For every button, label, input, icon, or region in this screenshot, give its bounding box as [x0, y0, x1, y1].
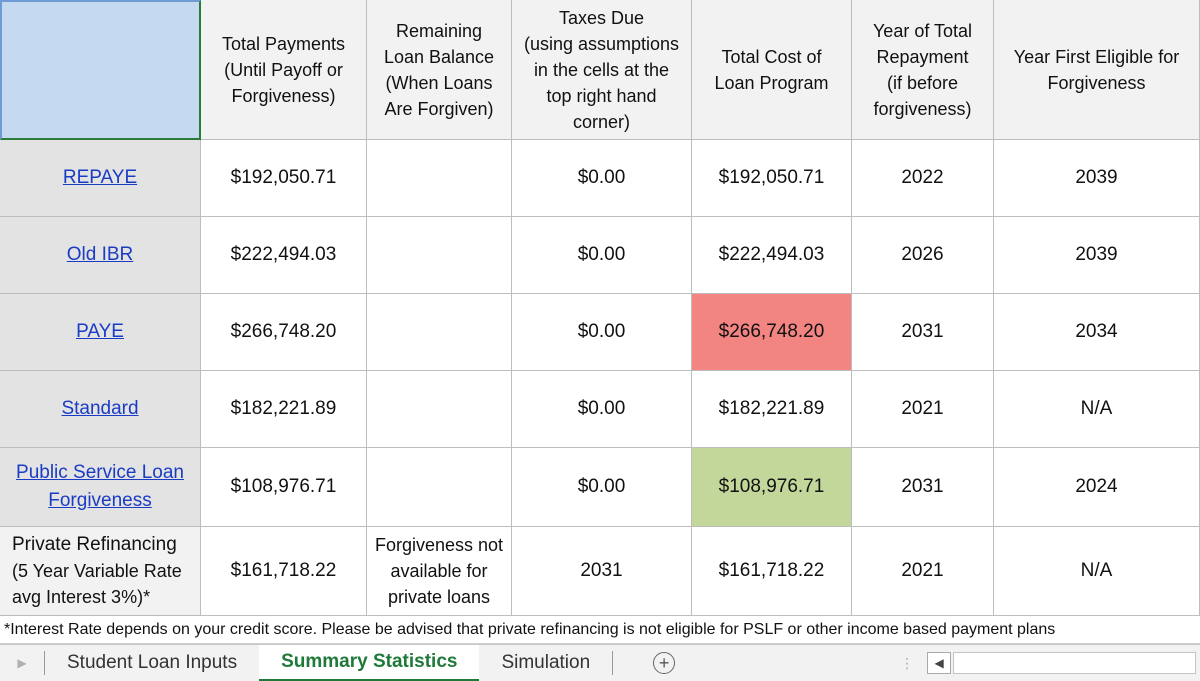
- remaining-note: private loans: [387, 587, 491, 607]
- header-line: in the cells at the: [533, 59, 670, 80]
- row-label-cell[interactable]: [0, 217, 201, 294]
- table-row: [0, 294, 1200, 371]
- year-eligible-cell[interactable]: N/A: [994, 527, 1200, 616]
- year-repayment-cell[interactable]: 2031: [852, 294, 994, 371]
- repaye-link[interactable]: REPAYE: [62, 167, 138, 188]
- pslf-link-line: Forgiveness: [48, 490, 152, 511]
- taxes-due-cell[interactable]: $0.00: [512, 140, 692, 217]
- header-taxes-due[interactable]: [512, 0, 692, 140]
- scroll-left-icon[interactable]: ◀: [927, 652, 951, 674]
- prev-sheet-arrow-icon[interactable]: ▶: [17, 656, 27, 670]
- row-label-cell[interactable]: [0, 371, 201, 448]
- total-cost-cell[interactable]: $182,221.89: [692, 371, 852, 448]
- header-line: Loan Program: [714, 72, 829, 93]
- header-row: [0, 0, 1200, 140]
- taxes-due-cell[interactable]: $0.00: [512, 217, 692, 294]
- taxes-due-cell[interactable]: $0.00: [512, 448, 692, 527]
- year-repayment-cell[interactable]: 2021: [852, 527, 994, 616]
- remaining-note: available for: [390, 561, 488, 581]
- year-eligible-cell[interactable]: 2024: [994, 448, 1200, 527]
- private-refi-label: (5 Year Variable Rate: [12, 561, 182, 581]
- remaining-balance-cell[interactable]: [367, 217, 512, 294]
- remaining-balance-cell[interactable]: [367, 294, 512, 371]
- taxes-due-cell[interactable]: $0.00: [512, 294, 692, 371]
- header-total-payments[interactable]: [201, 0, 367, 140]
- table-row: [0, 527, 1200, 616]
- footnote: *Interest Rate depends on your credit score. Please be advised that private refinancing is not eligible for PSLF or other income based payment plans: [0, 616, 1200, 644]
- remaining-balance-cell[interactable]: [367, 371, 512, 448]
- row-label-cell[interactable]: [0, 140, 201, 217]
- header-total-cost[interactable]: [692, 0, 852, 140]
- header-line: Forgiveness: [1047, 72, 1146, 93]
- total-payments-cell[interactable]: $192,050.71: [201, 140, 367, 217]
- table-row: [0, 217, 1200, 294]
- row-label-cell[interactable]: [0, 294, 201, 371]
- remaining-balance-cell[interactable]: [367, 448, 512, 527]
- total-cost-cell[interactable]: $192,050.71: [692, 140, 852, 217]
- header-line: Repayment: [876, 46, 969, 67]
- header-year-eligible[interactable]: [994, 0, 1200, 140]
- standard-link[interactable]: Standard: [61, 398, 139, 419]
- year-eligible-cell[interactable]: 2039: [994, 217, 1200, 294]
- paye-link[interactable]: PAYE: [76, 321, 124, 342]
- header-line: (if before: [886, 72, 959, 93]
- tab-simulation[interactable]: Simulation: [501, 652, 591, 673]
- header-line: (When Loans: [385, 72, 493, 93]
- header-remaining-balance[interactable]: [367, 0, 512, 140]
- header-line: Total Cost of: [721, 46, 822, 67]
- row-label-cell[interactable]: [0, 448, 201, 527]
- header-line: forgiveness): [873, 98, 972, 119]
- pslf-link[interactable]: [16, 459, 184, 515]
- header-line: Loan Balance: [383, 46, 495, 67]
- total-payments-cell[interactable]: $266,748.20: [201, 294, 367, 371]
- year-repayment-cell[interactable]: 2022: [852, 140, 994, 217]
- sheet-tab-bar: [0, 644, 1200, 681]
- add-sheet-icon[interactable]: +: [653, 652, 675, 674]
- total-payments-cell[interactable]: $222,494.03: [201, 217, 367, 294]
- year-eligible-cell[interactable]: 2034: [994, 294, 1200, 371]
- remaining-note: Forgiveness not: [374, 535, 504, 555]
- horizontal-scrollbar[interactable]: [953, 652, 1196, 674]
- year-repayment-cell[interactable]: 2021: [852, 371, 994, 448]
- year-repayment-cell[interactable]: 2031: [852, 448, 994, 527]
- header-line: Total Payments: [221, 33, 346, 54]
- table-row: [0, 448, 1200, 527]
- table-row: [0, 371, 1200, 448]
- total-cost-cell-lowest[interactable]: $108,976.71: [692, 448, 852, 527]
- year-eligible-cell[interactable]: 2039: [994, 140, 1200, 217]
- tab-summary-statistics[interactable]: Summary Statistics: [259, 645, 479, 681]
- selected-corner-cell[interactable]: [0, 0, 201, 140]
- year-repayment-cell[interactable]: 2026: [852, 217, 994, 294]
- total-cost-cell-highest[interactable]: $266,748.20: [692, 294, 852, 371]
- remaining-balance-cell[interactable]: [367, 140, 512, 217]
- header-line: Remaining: [395, 20, 483, 41]
- total-payments-cell[interactable]: $161,718.22: [201, 527, 367, 616]
- tab-divider: [612, 651, 613, 675]
- header-year-repayment[interactable]: [852, 0, 994, 140]
- pslf-link-line: Public Service Loan: [16, 462, 184, 483]
- header-line: top right hand: [546, 85, 657, 106]
- header-line: Year of Total: [872, 20, 973, 41]
- private-refi-label: avg Interest 3%)*: [12, 587, 151, 607]
- header-line: (using assumptions: [523, 33, 680, 54]
- total-payments-cell[interactable]: $182,221.89: [201, 371, 367, 448]
- total-cost-cell[interactable]: $161,718.22: [692, 527, 852, 616]
- old-ibr-link[interactable]: Old IBR: [66, 244, 134, 265]
- total-cost-cell[interactable]: $222,494.03: [692, 217, 852, 294]
- header-line: (Until Payoff or: [224, 59, 343, 80]
- table-row: [0, 140, 1200, 217]
- header-line: Are Forgiven): [384, 98, 494, 119]
- tab-student-loan-inputs[interactable]: Student Loan Inputs: [67, 652, 238, 673]
- header-line: Year First Eligible for: [1013, 46, 1180, 67]
- splitter-handle-icon[interactable]: ⋮: [900, 654, 914, 671]
- header-line: Forgiveness): [231, 85, 336, 106]
- year-eligible-cell[interactable]: N/A: [994, 371, 1200, 448]
- row-label-cell[interactable]: [0, 527, 201, 616]
- header-line: corner): [572, 111, 630, 132]
- taxes-due-cell[interactable]: 2031: [512, 527, 692, 616]
- remaining-balance-cell[interactable]: [367, 527, 512, 616]
- private-refi-label: Private Refinancing: [12, 534, 177, 555]
- taxes-due-cell[interactable]: $0.00: [512, 371, 692, 448]
- header-line: Taxes Due: [558, 7, 645, 28]
- total-payments-cell[interactable]: $108,976.71: [201, 448, 367, 527]
